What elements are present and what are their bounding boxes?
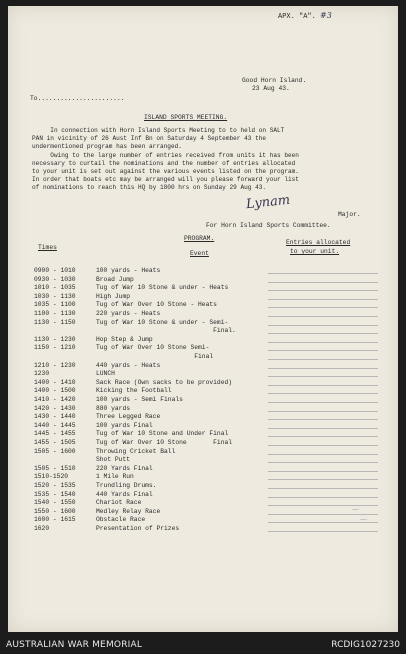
paragraph-line: PAN in vicinity of 26 Aust Inf Bn on Saturday 4 September 43 the (32, 135, 267, 142)
program-row (34, 362, 160, 369)
program-row (34, 370, 115, 377)
entry-blank-line (268, 333, 378, 334)
program-event: Final. (96, 327, 236, 335)
program-time: 1440 - 1445 (34, 421, 76, 429)
program-row (34, 319, 228, 326)
program-time: 1600 - 1615 (34, 516, 76, 524)
event-column-heading: Event (190, 250, 209, 257)
entry-blank-line (268, 471, 378, 472)
entry-blank-line (268, 299, 378, 300)
entry-blank-line (268, 393, 378, 394)
entry-blank-line (268, 462, 378, 463)
program-time: 1150 - 1210 (34, 344, 76, 352)
entry-blank-line (268, 436, 378, 437)
program-event: 440 Yards Final (96, 490, 153, 498)
program-time: 1030 - 1130 (34, 292, 76, 300)
program-time: 1620 (34, 525, 50, 532)
paragraph-line: Owing to the large number of entries received from units it has been (32, 152, 299, 159)
program-event: Tug of War Over 10 Stone Final (96, 439, 233, 446)
program-row (34, 516, 145, 523)
program-time: 1455 - 1505 (34, 439, 76, 446)
program-time: 1550 - 1600 (34, 507, 76, 515)
program-time: 1230 (34, 370, 50, 378)
program-row (34, 482, 156, 489)
program-event: Broad Jump (96, 275, 134, 283)
archive-name: AUSTRALIAN WAR MEMORIAL (6, 640, 143, 650)
paragraph-line: In connection with Horn Island Sports Meeting to to held on SALT (32, 127, 285, 134)
program-event: Tug of War 10 Stone & under - Semi- (96, 318, 229, 326)
program-time: 1410 - 1420 (34, 396, 76, 403)
entry-blank-line (268, 316, 378, 317)
program-event: Three Legged Race (96, 413, 161, 421)
program-row (34, 396, 183, 403)
program-event: 880 yards (96, 404, 131, 412)
program-event: 100 yards - Heats (96, 267, 161, 274)
entry-blank-line (268, 445, 378, 446)
date: 23 Aug 43. (252, 85, 290, 92)
program-time: 1430 - 1440 (34, 413, 76, 421)
program-row (34, 525, 179, 532)
program-row (34, 439, 232, 446)
program-row (34, 422, 153, 429)
program-time: 1505 - 1600 (34, 447, 76, 455)
program-time: 1400 - 1500 (34, 387, 76, 395)
program-event: 220 Yards Final (96, 464, 153, 472)
program-event: 100 yards Final (96, 421, 153, 429)
program-row (34, 456, 130, 463)
program-time: 1540 - 1550 (34, 499, 76, 507)
program-event: Trundling Drums. (96, 482, 157, 489)
paragraph-line: undermentioned program has been arranged. (32, 143, 182, 150)
program-time: 1420 - 1430 (34, 404, 76, 412)
entry-blank-line (268, 325, 378, 326)
paragraph-line: to your unit is set out against the various events listed on the program. (32, 168, 299, 175)
program-event: 1 Mile Run (96, 473, 134, 481)
entry-blank-line (268, 376, 378, 377)
program-time: 1130 - 1230 (34, 335, 76, 343)
program-row (34, 413, 160, 420)
program-event: Shot Putt (96, 456, 131, 464)
program-event: Tug of War Over 10 Stone - Heats (96, 301, 217, 309)
program-heading: PROGRAM. (184, 235, 215, 242)
program-row (34, 310, 160, 317)
entry-blank-line (268, 488, 378, 489)
program-row (34, 448, 175, 455)
paragraph-line: In order that boats etc may be arranged will you please forward your list (32, 176, 299, 183)
program-time: 1210 - 1230 (34, 361, 76, 369)
entry-blank-line (268, 350, 378, 351)
program-event: Tug of War Over 10 Stone Semi- (96, 344, 210, 352)
program-time: 1400 - 1410 (34, 378, 76, 386)
program-event: 100 yards - Semi Finals (96, 396, 183, 403)
entry-blank-line (268, 497, 378, 498)
pencil-mark: — (360, 515, 367, 523)
program-event: Tug of War 10 Stone and Under Final (96, 430, 229, 438)
paragraph-line: of nominations to reach this HQ by 1800 hrs on Sunday 29 Aug 43. (32, 184, 267, 191)
program-time: 0900 - 1010 (34, 267, 76, 274)
program-event: 220 yards - Heats (96, 310, 161, 317)
program-row (34, 353, 213, 360)
program-row (34, 465, 153, 472)
program-time: 1505 - 1510 (34, 464, 76, 472)
program-time: 1520 - 1535 (34, 482, 76, 489)
entry-blank-line (268, 385, 378, 386)
paragraph-line: necessary to curtail the nominations and the number of entries allocated (32, 160, 296, 167)
pencil-mark: — (352, 505, 359, 513)
program-row (34, 387, 172, 394)
place: Good Horn Island. (242, 77, 307, 84)
program-row (34, 284, 228, 291)
entry-blank-line (268, 402, 378, 403)
program-time: 1035 - 1100 (34, 301, 76, 309)
program-event: Final (96, 353, 214, 360)
program-event: Hop Step & Jump (96, 335, 153, 343)
entry-blank-line (268, 359, 378, 360)
entry-blank-line (268, 307, 378, 308)
program-row (34, 473, 134, 480)
program-event: Presentation of Prizes (96, 525, 180, 532)
program-row (34, 293, 130, 300)
program-row (34, 276, 134, 283)
program-row (34, 267, 160, 274)
entry-blank-line (268, 505, 378, 506)
unit-column-heading: to your unit. (290, 248, 340, 255)
program-event: Tug of War 10 Stone & under - Heats (96, 284, 229, 292)
entry-blank-line (268, 479, 378, 480)
entries-column-heading: Entries allocated (286, 239, 351, 246)
program-event: Throwing Cricket Ball (96, 447, 176, 455)
entry-blank-line (268, 411, 378, 412)
signature: Lynam (245, 192, 291, 213)
appendix-typed: APX. "A". (278, 13, 321, 21)
document-heading: ISLAND SPORTS MEETING. (144, 114, 228, 121)
program-row (34, 508, 160, 515)
program-row (34, 491, 153, 498)
program-event: High Jump (96, 292, 131, 300)
addressee-line: To....................... (30, 95, 125, 102)
program-event: LUNCH (96, 370, 115, 378)
program-time: 1535 - 1540 (34, 490, 76, 498)
times-column-heading: Times (38, 244, 57, 251)
appendix-handwritten-number: #3 (320, 11, 332, 20)
program-time: 1010 - 1035 (34, 284, 76, 292)
program-time: 0930 - 1030 (34, 275, 76, 283)
entry-blank-line (268, 368, 378, 369)
program-event: 440 yards - Heats (96, 361, 161, 369)
entry-blank-line (268, 282, 378, 283)
program-event: Medley Relay Race (96, 507, 161, 515)
program-row (34, 301, 217, 308)
entry-blank-line (268, 531, 378, 532)
program-time: 1445 - 1455 (34, 430, 76, 438)
entry-blank-line (268, 428, 378, 429)
program-event: Obstacle Race (96, 516, 146, 524)
entry-blank-line (268, 419, 378, 420)
program-time: 1100 - 1130 (34, 310, 76, 317)
signatory-rank: Major. (338, 211, 361, 218)
entry-blank-line (268, 290, 378, 291)
entry-blank-line (268, 454, 378, 455)
entry-blank-line (268, 342, 378, 343)
program-row (34, 405, 130, 412)
program-event: Chariot Race (96, 499, 142, 507)
program-row (34, 344, 209, 351)
entry-blank-line (268, 273, 378, 274)
program-event: Sack Race (Own sacks to be provided) (96, 378, 233, 386)
committee-line: For Horn Island Sports Committee. (206, 222, 331, 229)
program-row (34, 379, 232, 386)
program-time: 1130 - 1150 (34, 318, 76, 326)
program-time: 1510-1520 (34, 473, 69, 481)
archive-id: RCDIG1027230 (331, 640, 400, 650)
program-row (34, 430, 228, 437)
program-row (34, 336, 153, 343)
archive-footer (0, 636, 406, 654)
appendix-reference (278, 12, 332, 21)
program-event: Kicking the Football (96, 387, 172, 395)
program-row (34, 327, 236, 334)
program-row (34, 499, 141, 506)
